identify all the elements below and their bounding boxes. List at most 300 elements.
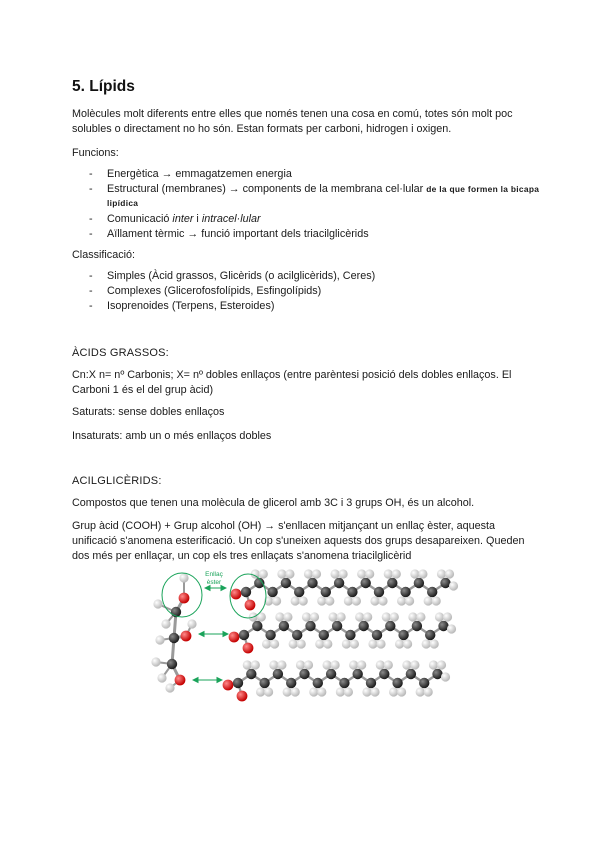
hydrogen-atom <box>251 569 260 578</box>
bond <box>176 598 184 612</box>
hydrogen-atom <box>331 569 340 578</box>
bond <box>273 592 277 601</box>
hydrogen-atom <box>285 569 294 578</box>
bond <box>257 626 270 635</box>
bond <box>340 683 344 692</box>
hydrogen-atom <box>370 596 379 605</box>
hydrogen-atom <box>270 639 279 648</box>
bond <box>297 626 310 635</box>
bond <box>337 626 350 635</box>
acids-heading: ÀCIDS GRASSOS: <box>72 347 169 359</box>
oxygen-atom <box>243 643 254 654</box>
bond <box>271 626 284 635</box>
carbon-atom <box>372 630 382 640</box>
bond <box>280 617 284 626</box>
hydrogen-atom <box>331 660 340 669</box>
carbon-atom <box>319 630 329 640</box>
bond <box>291 674 304 683</box>
hydrogen-atom <box>179 573 188 582</box>
bond <box>305 665 309 674</box>
bond <box>371 674 384 683</box>
bond <box>352 592 356 601</box>
oxygen-atom <box>245 600 256 611</box>
bond <box>326 583 339 592</box>
ester-label-line1: Enllaç <box>205 571 223 578</box>
hydrogen-atom <box>283 687 292 696</box>
hydrogen-atom <box>339 569 348 578</box>
bond <box>186 624 192 636</box>
carbon-atom <box>265 630 275 640</box>
bond <box>311 617 315 626</box>
hydrogen-atom <box>272 596 281 605</box>
hydrogen-atom <box>155 635 164 644</box>
bond <box>362 574 366 583</box>
hydrogen-atom <box>302 612 311 621</box>
carbon-atom <box>241 587 251 597</box>
hydrogen-atom <box>153 599 162 608</box>
carbon-atom <box>374 587 384 597</box>
carbon-atom <box>432 669 442 679</box>
hydrogen-atom <box>408 612 417 621</box>
hydrogen-atom <box>299 596 308 605</box>
bond <box>424 683 428 692</box>
bond <box>406 592 410 601</box>
bond <box>299 592 303 601</box>
carbon-atom <box>339 678 349 688</box>
carbon-atom <box>366 678 376 688</box>
bond <box>388 574 392 583</box>
carbon-atom <box>440 578 450 588</box>
hydrogen-atom <box>283 612 292 621</box>
acilglicerids-heading: ACILGLICÈRIDS: <box>72 475 162 487</box>
hydrogen-atom <box>437 660 446 669</box>
bond <box>424 674 437 683</box>
hydrogen-atom <box>165 683 174 692</box>
glycerol-molecule <box>151 573 196 692</box>
bond <box>337 617 341 626</box>
hydrogen-atom <box>368 639 377 648</box>
bond <box>420 683 424 692</box>
carbon-atom <box>171 607 181 617</box>
carbon-atom <box>347 587 357 597</box>
ester-circle-right <box>230 574 266 618</box>
bond <box>307 617 311 626</box>
hydrogen-atom <box>262 639 271 648</box>
bond <box>295 592 299 601</box>
hydrogen-atom <box>317 596 326 605</box>
hydrogen-atom <box>269 660 278 669</box>
ester-bond-annotations <box>162 571 266 680</box>
hydrogen-atom <box>161 619 170 628</box>
hydrogen-atom <box>357 660 366 669</box>
bond <box>400 635 404 644</box>
bond <box>286 583 299 592</box>
hydrogen-atom <box>357 569 366 578</box>
bond <box>379 592 383 601</box>
hydrogen-atom <box>376 639 385 648</box>
bond <box>287 683 291 692</box>
bond <box>269 592 273 601</box>
bond <box>394 683 398 692</box>
bond <box>305 674 318 683</box>
oxygen-atom <box>179 593 190 604</box>
bond <box>339 574 343 583</box>
bond <box>390 617 394 626</box>
hydrogen-atom <box>392 569 401 578</box>
bond <box>444 617 448 626</box>
bond <box>392 574 396 583</box>
hydrogen-atom <box>277 569 286 578</box>
bond <box>346 635 350 644</box>
bond <box>446 583 454 586</box>
bond <box>364 617 368 626</box>
hydrogen-atom <box>445 569 454 578</box>
bond <box>404 635 408 644</box>
fatty-acid-chain <box>231 569 459 610</box>
bond <box>265 674 278 683</box>
intro-paragraph: Molècules molt diferents entre elles que només tenen una cosa en comú, totes són molt poc solubles o directament no ho són. Estan formats per carboni, hidrogen i oxigen. <box>72 108 513 135</box>
hydrogen-atom <box>397 687 406 696</box>
funcions-list <box>72 167 542 242</box>
bond <box>380 665 384 674</box>
bond <box>273 583 286 592</box>
bond <box>442 574 446 583</box>
hydrogen-atom <box>447 624 456 633</box>
carbon-atom <box>400 587 410 597</box>
bond <box>384 674 397 683</box>
bond <box>417 617 421 626</box>
hydrogen-atom <box>378 596 387 605</box>
hydrogen-atom <box>249 612 258 621</box>
bond <box>327 665 331 674</box>
hydrogen-atom <box>291 596 300 605</box>
bond <box>324 626 337 635</box>
carbon-atom <box>361 578 371 588</box>
bond <box>259 583 272 592</box>
bond <box>390 626 403 635</box>
oxygen-atom <box>231 589 242 600</box>
hydrogen-atom <box>365 569 374 578</box>
carbon-atom <box>321 587 331 597</box>
bond <box>440 617 444 626</box>
hydrogen-atom <box>430 639 439 648</box>
carbon-atom <box>419 678 429 688</box>
carbon-atom <box>259 678 269 688</box>
bond <box>291 683 295 692</box>
hydrogen-atom <box>376 660 385 669</box>
hydrogen-atom <box>416 687 425 696</box>
carbon-atom <box>279 621 289 631</box>
bond <box>398 683 402 692</box>
bond <box>331 665 335 674</box>
bond <box>402 592 406 601</box>
bond <box>160 638 174 640</box>
bond <box>172 638 174 664</box>
bond <box>331 674 344 683</box>
bond <box>172 664 180 680</box>
bond <box>344 674 357 683</box>
carbon-atom <box>254 578 264 588</box>
bond <box>265 683 269 692</box>
hydrogen-atom <box>344 687 353 696</box>
bond <box>430 626 443 635</box>
hydrogen-atom <box>289 639 298 648</box>
carbon-atom <box>292 630 302 640</box>
bond <box>446 574 450 583</box>
bond <box>335 574 339 583</box>
saturats-text: Saturats: sense dobles enllaços <box>72 406 225 418</box>
carbon-atom <box>286 678 296 688</box>
list-item: - Isoprenoides (Terpens, Esteroides) <box>72 299 542 314</box>
hydrogen-atom <box>437 569 446 578</box>
oxygen-atom <box>181 631 192 642</box>
bond <box>228 683 238 685</box>
bond <box>246 592 250 605</box>
carbon-atom <box>345 630 355 640</box>
hydrogen-atom <box>312 569 321 578</box>
bond <box>434 665 438 674</box>
carbon-atom <box>307 578 317 588</box>
fatty-acid-chain <box>229 612 457 653</box>
bond <box>247 665 251 674</box>
bond <box>318 683 322 692</box>
oxygen-atom <box>223 680 234 691</box>
hydrogen-atom <box>275 612 284 621</box>
hydrogen-atom <box>296 660 305 669</box>
hydrogen-atom <box>422 639 431 648</box>
hydrogen-atom <box>443 612 452 621</box>
bond <box>379 583 392 592</box>
bond <box>366 574 370 583</box>
hydrogen-atom <box>277 660 286 669</box>
bond <box>282 574 286 583</box>
hydrogen-atom <box>384 660 393 669</box>
ester-circle-left <box>162 573 202 617</box>
hydrogen-atom <box>382 612 391 621</box>
bond <box>251 674 264 683</box>
carbon-atom <box>252 621 262 631</box>
bond <box>366 583 379 592</box>
hydrogen-atom <box>187 619 196 628</box>
classificacio-list <box>72 269 542 314</box>
hydrogen-atom <box>304 569 313 578</box>
carbon-atom <box>273 669 283 679</box>
carbon-atom <box>299 669 309 679</box>
hydrogen-atom <box>310 612 319 621</box>
carbon-atom <box>353 669 363 679</box>
classificacio-label: Classificació: <box>72 249 135 261</box>
hydrogen-atom <box>323 639 332 648</box>
bond <box>348 592 352 601</box>
hydrogen-atom <box>350 639 359 648</box>
bond <box>350 626 363 635</box>
hydrogen-atom <box>410 660 419 669</box>
bond <box>360 617 364 626</box>
hydrogen-atom <box>157 673 166 682</box>
bond <box>444 626 452 629</box>
bond <box>377 635 381 644</box>
carbon-atom <box>414 578 424 588</box>
carbon-atom <box>294 587 304 597</box>
list-item: - Comunicació inter i intracel·lular <box>72 212 542 227</box>
bond <box>255 574 259 583</box>
hydrogen-atom <box>403 639 412 648</box>
bond <box>344 683 348 692</box>
carbon-atom <box>379 669 389 679</box>
bond <box>313 583 326 592</box>
bond <box>257 617 261 626</box>
carbon-atom <box>334 578 344 588</box>
bond <box>261 683 265 692</box>
bond <box>236 592 246 594</box>
bond <box>253 617 257 626</box>
bond <box>238 674 251 683</box>
bond <box>432 583 445 592</box>
bond <box>293 635 297 644</box>
bond <box>375 592 379 601</box>
carbon-atom <box>239 630 249 640</box>
bond <box>274 665 278 674</box>
oxygen-atom <box>229 632 240 643</box>
fatty-acid-chains <box>223 569 459 701</box>
hydrogen-atom <box>424 596 433 605</box>
bond <box>311 626 324 635</box>
bond <box>432 592 436 601</box>
bond <box>259 574 263 583</box>
bond <box>284 626 297 635</box>
bond <box>417 626 430 635</box>
bond <box>354 665 358 674</box>
hydrogen-atom <box>370 687 379 696</box>
oxygen-atom <box>237 691 248 702</box>
carbon-atom <box>281 578 291 588</box>
bond <box>174 612 176 638</box>
bond <box>156 662 172 664</box>
hydrogen-atom <box>151 657 160 666</box>
hydrogen-atom <box>416 612 425 621</box>
bond <box>322 592 326 601</box>
page-title: 5. Lípids <box>72 78 135 95</box>
bond <box>373 635 377 644</box>
fatty-acid-chain <box>223 660 451 701</box>
bond <box>384 665 388 674</box>
bond <box>271 635 275 644</box>
carbon-atom <box>359 621 369 631</box>
hydrogen-atom <box>342 639 351 648</box>
list-item: - Aïllament tèrmic → funció important dels triacilglicèrids <box>72 227 542 242</box>
bond <box>413 617 417 626</box>
hydrogen-atom <box>441 672 450 681</box>
carbon-atom <box>412 621 422 631</box>
bond <box>299 583 312 592</box>
hydrogen-atom <box>355 612 364 621</box>
bond <box>386 617 390 626</box>
acilglicerids-p2: Grup àcid (COOH) + Grup alcohol (OH) → s'enllacen mitjançant un enllaç èster, aquesta unificació s'anomena esterificació. Un cop s'uneixen aquests dos grups desapareixen. Queden dos més per enllaçar, un cop els tres enllaçats s'anomena triacilglicèrid <box>72 520 525 562</box>
hydrogen-atom <box>432 596 441 605</box>
bond <box>419 574 423 583</box>
hydrogen-atom <box>256 687 265 696</box>
bond <box>318 674 331 683</box>
bond <box>278 665 282 674</box>
list-item: - Estructural (membranes) → components de la membrana cel·lular de la que formen la bicapa lipídica <box>72 182 542 210</box>
small-note: de la que formen la bicapa lipídica <box>107 184 540 208</box>
carbon-atom <box>438 621 448 631</box>
hydrogen-atom <box>344 596 353 605</box>
bond <box>324 635 328 644</box>
bond <box>297 635 301 644</box>
bond <box>234 635 244 637</box>
bond <box>251 665 255 674</box>
bond <box>314 683 318 692</box>
hydrogen-atom <box>349 660 358 669</box>
hydrogen-atom <box>323 660 332 669</box>
list-item: - Simples (Àcid grassos, Glicèrids (o acilglicèrids), Ceres) <box>72 269 542 284</box>
oxygen-atom <box>175 675 186 686</box>
hydrogen-atom <box>363 612 372 621</box>
hydrogen-atom <box>259 569 268 578</box>
bond <box>367 683 371 692</box>
carbon-atom <box>392 678 402 688</box>
bond <box>398 674 411 683</box>
hydrogen-atom <box>405 596 414 605</box>
hydrogen-atom <box>317 687 326 696</box>
bond <box>406 583 419 592</box>
hydrogen-atom <box>397 596 406 605</box>
bond <box>392 583 405 592</box>
hydrogen-atom <box>297 639 306 648</box>
list-item: - Complexes (Glicerofosfolípids, Esfingolípids) <box>72 284 542 299</box>
hydrogen-atom <box>402 660 411 669</box>
hydrogen-atom <box>329 612 338 621</box>
carbon-atom <box>385 621 395 631</box>
hydrogen-atom <box>264 687 273 696</box>
hydrogen-atom <box>325 596 334 605</box>
hydrogen-atom <box>352 596 361 605</box>
bond <box>428 592 432 601</box>
carbon-atom <box>332 621 342 631</box>
hydrogen-atom <box>309 687 318 696</box>
hydrogen-atom <box>449 581 458 590</box>
acilglicerids-p1: Compostos que tenen una molècula de glicerol amb 3C i 3 grups OH, és un alcohol. <box>72 497 475 509</box>
bond <box>301 665 305 674</box>
bond <box>377 626 390 635</box>
funcions-label: Funcions: <box>72 147 119 159</box>
bond <box>407 665 411 674</box>
hydrogen-atom <box>395 639 404 648</box>
bond <box>246 583 259 592</box>
bond <box>278 674 291 683</box>
hydrogen-atom <box>304 660 313 669</box>
bond <box>284 617 288 626</box>
bond <box>411 674 424 683</box>
carbon-atom <box>167 659 177 669</box>
hydrogen-atom <box>384 569 393 578</box>
bond <box>166 612 176 624</box>
bond <box>426 635 430 644</box>
carbon-atom <box>305 621 315 631</box>
hydrogen-atom <box>336 687 345 696</box>
carbon-atom <box>267 587 277 597</box>
bond <box>438 665 442 674</box>
carbon-atom <box>398 630 408 640</box>
bond <box>350 635 354 644</box>
carbon-atom <box>169 633 179 643</box>
bond <box>438 674 446 677</box>
bond <box>320 635 324 644</box>
hydrogen-atom <box>291 687 300 696</box>
hydrogen-atom <box>429 660 438 669</box>
bond <box>326 592 330 601</box>
